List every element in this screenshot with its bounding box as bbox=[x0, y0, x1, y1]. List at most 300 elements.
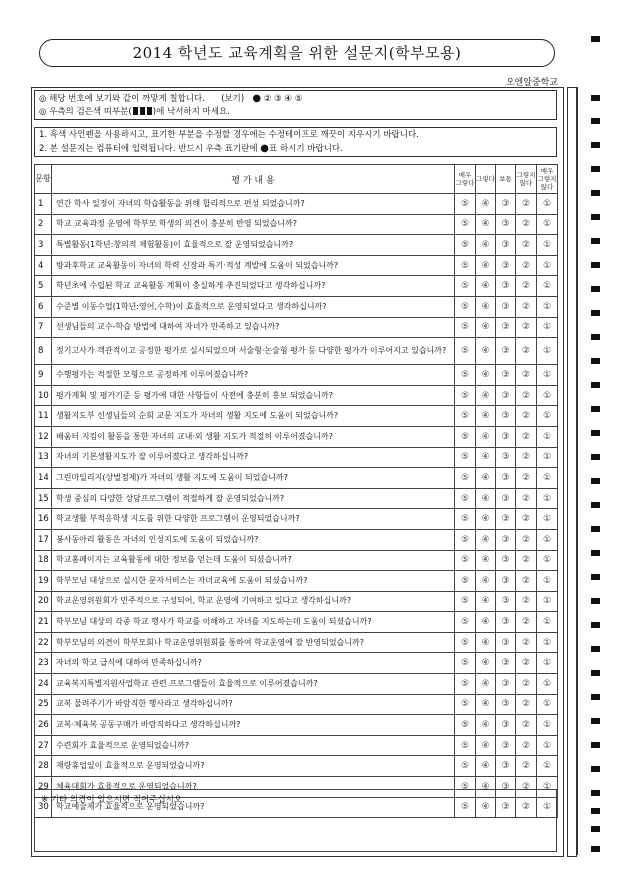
answer-bubble-3[interactable]: ③ bbox=[496, 591, 516, 612]
question-number: 12 bbox=[35, 426, 52, 447]
answer-bubble-4[interactable]: ④ bbox=[476, 296, 496, 317]
answer-bubble-2[interactable]: ② bbox=[516, 468, 537, 489]
answer-bubble-5[interactable]: ⑤ bbox=[455, 338, 476, 365]
question-text: 방과후학교 교육활동이 자녀의 학력 신장과 특기·적성 계발에 도움이 되었습니까? bbox=[52, 255, 455, 276]
answer-bubble-2[interactable]: ② bbox=[516, 406, 537, 427]
answer-bubble-3[interactable]: ③ bbox=[496, 385, 516, 406]
answer-bubble-2[interactable]: ② bbox=[516, 338, 537, 365]
answer-bubble-3[interactable]: ③ bbox=[496, 529, 516, 550]
notes-box bbox=[34, 127, 557, 157]
header-option-5: 매우 그렇다 bbox=[455, 165, 476, 194]
answer-bubble-4[interactable]: ④ bbox=[476, 235, 496, 256]
question-text: 특별활동(1학년:창의적 체험활동)이 효율적으로 잘 운영되었습니까? bbox=[52, 235, 455, 256]
timing-mark bbox=[591, 846, 600, 852]
filled-circle-icon: ● bbox=[252, 93, 262, 104]
answer-bubble-5[interactable]: ⑤ bbox=[455, 571, 476, 592]
answer-bubble-5[interactable]: ⑤ bbox=[455, 214, 476, 235]
answer-bubble-4[interactable]: ④ bbox=[476, 674, 496, 695]
header-num: 문항 bbox=[35, 165, 52, 194]
answer-bubble-1[interactable]: ① bbox=[537, 385, 558, 406]
answer-bubble-5[interactable]: ⑤ bbox=[455, 317, 476, 338]
scan-strip-line bbox=[577, 87, 578, 855]
answer-bubble-3[interactable]: ③ bbox=[496, 235, 516, 256]
question-row bbox=[35, 653, 558, 674]
question-number: 16 bbox=[35, 509, 52, 530]
answer-bubble-5[interactable]: ⑤ bbox=[455, 276, 476, 297]
answer-bubble-2[interactable]: ② bbox=[516, 255, 537, 276]
answer-bubble-1[interactable]: ① bbox=[537, 365, 558, 386]
question-row bbox=[35, 735, 558, 756]
answer-bubble-1[interactable]: ① bbox=[537, 550, 558, 571]
answer-bubble-2[interactable]: ② bbox=[516, 365, 537, 386]
answer-bubble-5[interactable]: ⑤ bbox=[455, 406, 476, 427]
answer-bubble-4[interactable]: ④ bbox=[476, 385, 496, 406]
question-number: 28 bbox=[35, 756, 52, 777]
answer-bubble-2[interactable]: ② bbox=[516, 694, 537, 715]
question-text: 정기고사가 객관적이고 공정한 평가로 실시되었으며 서술형·논술형 평가 등 다양한 평가가 이루어지고 있습니까? bbox=[52, 338, 455, 365]
answer-bubble-2[interactable]: ② bbox=[516, 715, 537, 736]
answer-bubble-3[interactable]: ③ bbox=[496, 488, 516, 509]
school-name: 오엔알중학교 bbox=[505, 78, 558, 88]
survey-table bbox=[34, 164, 558, 818]
question-number: 19 bbox=[35, 571, 52, 592]
question-row bbox=[35, 276, 558, 297]
answer-bubble-1[interactable]: ① bbox=[537, 317, 558, 338]
answer-bubble-1[interactable]: ① bbox=[537, 338, 558, 365]
timing-mark bbox=[591, 790, 600, 796]
answer-bubble-5[interactable]: ⑤ bbox=[455, 715, 476, 736]
answer-bubble-4[interactable]: ④ bbox=[476, 632, 496, 653]
table-header bbox=[35, 165, 558, 194]
answer-bubble-4[interactable]: ④ bbox=[476, 756, 496, 777]
answer-bubble-3[interactable]: ③ bbox=[496, 255, 516, 276]
answer-bubble-4[interactable]: ④ bbox=[476, 214, 496, 235]
timing-mark bbox=[591, 310, 600, 316]
question-row bbox=[35, 194, 558, 215]
instruction-text-2a: ◎ 우측의 검은색 띠부분( bbox=[39, 107, 132, 117]
timing-mark bbox=[591, 214, 600, 220]
answer-bubble-1[interactable]: ① bbox=[537, 735, 558, 756]
answer-bubble-2[interactable]: ② bbox=[516, 612, 537, 633]
answer-bubble-1[interactable]: ① bbox=[537, 447, 558, 468]
scan-strip bbox=[567, 87, 577, 857]
question-row bbox=[35, 338, 558, 365]
answer-bubble-4[interactable]: ④ bbox=[476, 612, 496, 633]
question-row bbox=[35, 235, 558, 256]
question-row bbox=[35, 571, 558, 592]
answer-bubble-3[interactable]: ③ bbox=[496, 777, 516, 798]
comment-label: ※ 기타 의견이 있으시면 적어주십시오. bbox=[41, 795, 185, 805]
answer-bubble-4[interactable]: ④ bbox=[476, 715, 496, 736]
answer-bubble-3[interactable]: ③ bbox=[496, 653, 516, 674]
timing-mark bbox=[591, 598, 600, 604]
question-text: 생활지도부 선생님들의 순회 교문 지도가 자녀의 생활 지도에 도움이 되었습니까? bbox=[52, 406, 455, 427]
question-number: 11 bbox=[35, 406, 52, 427]
timing-mark bbox=[591, 808, 600, 814]
answer-bubble-5[interactable]: ⑤ bbox=[455, 488, 476, 509]
question-row bbox=[35, 674, 558, 695]
question-text: 체육대회가 효율적으로 운영되었습니까? bbox=[52, 777, 455, 798]
answer-bubble-4[interactable]: ④ bbox=[476, 488, 496, 509]
timing-mark bbox=[591, 142, 600, 148]
answer-bubble-3[interactable]: ③ bbox=[496, 571, 516, 592]
answer-bubble-5[interactable]: ⑤ bbox=[455, 255, 476, 276]
question-number: 7 bbox=[35, 317, 52, 338]
timing-mark bbox=[591, 574, 600, 580]
answer-bubble-2[interactable]: ② bbox=[516, 426, 537, 447]
question-text: 학부모님 대상으로 실시한 문자서비스는 자녀교육에 도움이 되셨습니까? bbox=[52, 571, 455, 592]
answer-bubble-1[interactable]: ① bbox=[537, 715, 558, 736]
note-1: 1. 흑색 사인펜을 사용하시고, 표기한 부분을 수정할 경우에는 수정테이프로 깨끗이 지우시기 바랍니다. bbox=[39, 130, 419, 140]
question-row bbox=[35, 317, 558, 338]
answer-bubble-2[interactable]: ② bbox=[516, 235, 537, 256]
answer-bubble-3[interactable]: ③ bbox=[496, 447, 516, 468]
header-option-1: 매우 그렇지 않다 bbox=[537, 165, 558, 194]
answer-bubble-1[interactable]: ① bbox=[537, 756, 558, 777]
answer-bubble-1[interactable]: ① bbox=[537, 194, 558, 215]
answer-bubble-4[interactable]: ④ bbox=[476, 529, 496, 550]
question-text: 수준별 이동수업(1학년:영어,수학)이 효율적으로 운영되었다고 생각하십니까? bbox=[52, 296, 455, 317]
answer-bubble-4[interactable]: ④ bbox=[476, 653, 496, 674]
question-number: 17 bbox=[35, 529, 52, 550]
answer-bubble-3[interactable]: ③ bbox=[496, 674, 516, 695]
question-text: 학부모님의 의견이 학부모회나 학교운영위원회를 통하여 학교운영에 잘 반영되었습니까? bbox=[52, 632, 455, 653]
answer-bubble-2[interactable]: ② bbox=[516, 550, 537, 571]
answer-bubble-1[interactable]: ① bbox=[537, 509, 558, 530]
timing-mark bbox=[591, 238, 600, 244]
answer-bubble-3[interactable]: ③ bbox=[496, 756, 516, 777]
answer-bubble-3[interactable]: ③ bbox=[496, 550, 516, 571]
example-marks: ② ③ ④ ⑤ bbox=[263, 94, 303, 104]
timing-mark bbox=[591, 670, 600, 676]
answer-bubble-3[interactable]: ③ bbox=[496, 735, 516, 756]
answer-bubble-5[interactable]: ⑤ bbox=[455, 674, 476, 695]
timing-mark bbox=[591, 454, 600, 460]
answer-bubble-2[interactable]: ② bbox=[516, 529, 537, 550]
answer-bubble-2[interactable]: ② bbox=[516, 447, 537, 468]
timing-mark bbox=[591, 622, 600, 628]
answer-bubble-4[interactable]: ④ bbox=[476, 426, 496, 447]
answer-bubble-2[interactable]: ② bbox=[516, 214, 537, 235]
answer-bubble-3[interactable]: ③ bbox=[496, 715, 516, 736]
question-text: 평가계획 및 평가기준 등 평가에 대한 사항들이 사전에 충분히 홍보 되었습니까? bbox=[52, 385, 455, 406]
question-text: 교복 물려주기가 바람직한 행사라고 생각하십니까? bbox=[52, 694, 455, 715]
answer-bubble-1[interactable]: ① bbox=[537, 694, 558, 715]
answer-bubble-4[interactable]: ④ bbox=[476, 365, 496, 386]
answer-bubble-4[interactable]: ④ bbox=[476, 447, 496, 468]
answer-bubble-2[interactable]: ② bbox=[516, 674, 537, 695]
timing-mark bbox=[591, 190, 600, 196]
comment-box[interactable] bbox=[34, 789, 557, 852]
answer-bubble-3[interactable]: ③ bbox=[496, 797, 516, 818]
answer-bubble-5[interactable]: ⑤ bbox=[455, 235, 476, 256]
answer-bubble-1[interactable]: ① bbox=[537, 797, 558, 818]
question-number: 13 bbox=[35, 447, 52, 468]
instruction-text-2b: )에 낙서하지 마세요. bbox=[152, 107, 230, 117]
answer-bubble-1[interactable]: ① bbox=[537, 674, 558, 695]
question-number: 3 bbox=[35, 235, 52, 256]
answer-bubble-1[interactable]: ① bbox=[537, 296, 558, 317]
timing-mark bbox=[591, 382, 600, 388]
timing-mark bbox=[591, 262, 600, 268]
answer-bubble-5[interactable]: ⑤ bbox=[455, 365, 476, 386]
timing-mark bbox=[591, 406, 600, 412]
answer-bubble-2[interactable]: ② bbox=[516, 317, 537, 338]
question-number: 2 bbox=[35, 214, 52, 235]
answer-bubble-2[interactable]: ② bbox=[516, 756, 537, 777]
question-number: 6 bbox=[35, 296, 52, 317]
answer-bubble-3[interactable]: ③ bbox=[496, 632, 516, 653]
answer-bubble-1[interactable]: ① bbox=[537, 276, 558, 297]
answer-bubble-4[interactable]: ④ bbox=[476, 777, 496, 798]
timing-mark bbox=[591, 550, 600, 556]
timing-mark bbox=[591, 766, 600, 772]
answer-bubble-4[interactable]: ④ bbox=[476, 591, 496, 612]
answer-bubble-1[interactable]: ① bbox=[537, 255, 558, 276]
timing-mark bbox=[591, 286, 600, 292]
answer-bubble-5[interactable]: ⑤ bbox=[455, 694, 476, 715]
answer-bubble-5[interactable]: ⑤ bbox=[455, 756, 476, 777]
answer-bubble-5[interactable]: ⑤ bbox=[455, 468, 476, 489]
answer-bubble-2[interactable]: ② bbox=[516, 591, 537, 612]
timing-mark bbox=[591, 694, 600, 700]
instruction-text-1: ◎ 해당 번호에 보기와 같이 까맣게 칠합니다. bbox=[39, 94, 205, 104]
answer-bubble-5[interactable]: ⑤ bbox=[455, 529, 476, 550]
example-label: (보기) bbox=[221, 94, 245, 104]
timing-mark bbox=[591, 478, 600, 484]
answer-bubble-1[interactable]: ① bbox=[537, 235, 558, 256]
answer-bubble-5[interactable]: ⑤ bbox=[455, 550, 476, 571]
answer-bubble-4[interactable]: ④ bbox=[476, 735, 496, 756]
instruction-line-2 bbox=[39, 106, 552, 119]
question-text: 자녀의 기본생활지도가 잘 이루어졌다고 생각하십니까? bbox=[52, 447, 455, 468]
answer-bubble-2[interactable]: ② bbox=[516, 571, 537, 592]
answer-bubble-2[interactable]: ② bbox=[516, 632, 537, 653]
question-text: 교육복지특별지원사업학교 관련 프로그램들이 효율적으로 이루어졌습니까? bbox=[52, 674, 455, 695]
question-number: 23 bbox=[35, 653, 52, 674]
answer-bubble-3[interactable]: ③ bbox=[496, 426, 516, 447]
answer-bubble-5[interactable]: ⑤ bbox=[455, 426, 476, 447]
timing-mark bbox=[591, 334, 600, 340]
question-number: 10 bbox=[35, 385, 52, 406]
question-number: 18 bbox=[35, 550, 52, 571]
header-option-3: 보통 bbox=[496, 165, 516, 194]
black-band-icon bbox=[133, 107, 138, 115]
timing-mark bbox=[591, 166, 600, 172]
answer-bubble-4[interactable]: ④ bbox=[476, 571, 496, 592]
question-number: 25 bbox=[35, 694, 52, 715]
question-row bbox=[35, 488, 558, 509]
answer-bubble-2[interactable]: ② bbox=[516, 735, 537, 756]
answer-bubble-2[interactable]: ② bbox=[516, 797, 537, 818]
question-number: 27 bbox=[35, 735, 52, 756]
question-number: 4 bbox=[35, 255, 52, 276]
question-number: 26 bbox=[35, 715, 52, 736]
answer-bubble-2[interactable]: ② bbox=[516, 194, 537, 215]
question-text: 학년초에 수립된 학교 교육활동 계획이 충실하게 추진되었다고 생각하십니까? bbox=[52, 276, 455, 297]
answer-bubble-2[interactable]: ② bbox=[516, 777, 537, 798]
timing-mark bbox=[591, 502, 600, 508]
answer-bubble-3[interactable]: ③ bbox=[496, 214, 516, 235]
question-number: 9 bbox=[35, 365, 52, 386]
question-row bbox=[35, 447, 558, 468]
answer-bubble-4[interactable]: ④ bbox=[476, 255, 496, 276]
question-text: 학교예술제가 효율적으로 운영되었습니까? bbox=[52, 797, 455, 818]
question-row bbox=[35, 296, 558, 317]
answer-bubble-4[interactable]: ④ bbox=[476, 406, 496, 427]
question-text: 그린마일리지(상벌점제)가 자녀의 생활 지도에 도움이 되었습니까? bbox=[52, 468, 455, 489]
question-text: 교복·체육복 공동구매가 바람직하다고 생각하십니까? bbox=[52, 715, 455, 736]
question-row bbox=[35, 385, 558, 406]
answer-bubble-1[interactable]: ① bbox=[537, 406, 558, 427]
question-text: 학생 중심의 다양한 상담프로그램이 적절하게 잘 운영되었습니까? bbox=[52, 488, 455, 509]
question-text: 봉사동아리 활동은 자녀의 인성지도에 도움이 되었습니까? bbox=[52, 529, 455, 550]
answer-bubble-5[interactable]: ⑤ bbox=[455, 194, 476, 215]
answer-bubble-1[interactable]: ① bbox=[537, 591, 558, 612]
answer-bubble-2[interactable]: ② bbox=[516, 488, 537, 509]
question-number: 22 bbox=[35, 632, 52, 653]
question-number: 24 bbox=[35, 674, 52, 695]
timing-mark bbox=[591, 526, 600, 532]
question-text: 배움터 지킴이 활동을 통한 자녀의 교내·외 생활 지도가 적절히 이루어졌습니까? bbox=[52, 426, 455, 447]
answer-bubble-2[interactable]: ② bbox=[516, 509, 537, 530]
answer-bubble-2[interactable]: ② bbox=[516, 385, 537, 406]
answer-bubble-3[interactable]: ③ bbox=[496, 612, 516, 633]
answer-bubble-4[interactable]: ④ bbox=[476, 797, 496, 818]
question-number: 20 bbox=[35, 591, 52, 612]
answer-bubble-1[interactable]: ① bbox=[537, 612, 558, 633]
answer-bubble-5[interactable]: ⑤ bbox=[455, 296, 476, 317]
question-number: 29 bbox=[35, 777, 52, 798]
question-row bbox=[35, 406, 558, 427]
question-text: 선생님들의 교수-학습 방법에 대하여 자녀가 만족하고 있습니까? bbox=[52, 317, 455, 338]
timing-mark bbox=[591, 36, 600, 42]
answer-bubble-5[interactable]: ⑤ bbox=[455, 612, 476, 633]
question-row bbox=[35, 715, 558, 736]
answer-bubble-4[interactable]: ④ bbox=[476, 550, 496, 571]
question-number: 30 bbox=[35, 797, 52, 818]
answer-bubble-1[interactable]: ① bbox=[537, 632, 558, 653]
answer-bubble-3[interactable]: ③ bbox=[496, 194, 516, 215]
answer-bubble-1[interactable]: ① bbox=[537, 468, 558, 489]
question-number: 1 bbox=[35, 194, 52, 215]
question-number: 8 bbox=[35, 338, 52, 365]
answer-bubble-5[interactable]: ⑤ bbox=[455, 735, 476, 756]
timing-mark bbox=[591, 95, 600, 101]
black-band-icon bbox=[147, 107, 152, 115]
answer-bubble-4[interactable]: ④ bbox=[476, 694, 496, 715]
answer-bubble-5[interactable]: ⑤ bbox=[455, 632, 476, 653]
answer-bubble-3[interactable]: ③ bbox=[496, 406, 516, 427]
answer-bubble-3[interactable]: ③ bbox=[496, 317, 516, 338]
answer-bubble-3[interactable]: ③ bbox=[496, 509, 516, 530]
answer-bubble-5[interactable]: ⑤ bbox=[455, 447, 476, 468]
question-number: 14 bbox=[35, 468, 52, 489]
question-row bbox=[35, 529, 558, 550]
question-text: 자녀의 학교 급식에 대하여 만족하십니까? bbox=[52, 653, 455, 674]
question-row bbox=[35, 509, 558, 530]
question-text: 학교운영위원회가 민주적으로 구성되어, 학교 운영에 기여하고 있다고 생각하십니까? bbox=[52, 591, 455, 612]
answer-bubble-4[interactable]: ④ bbox=[476, 194, 496, 215]
question-row bbox=[35, 756, 558, 777]
answer-bubble-1[interactable]: ① bbox=[537, 529, 558, 550]
header-option-4: 그렇다 bbox=[476, 165, 496, 194]
question-row bbox=[35, 612, 558, 633]
question-row bbox=[35, 550, 558, 571]
black-band-icon bbox=[140, 107, 145, 115]
answer-bubble-1[interactable]: ① bbox=[537, 426, 558, 447]
question-number: 5 bbox=[35, 276, 52, 297]
question-text: 학교 교육과정 운영에 학부모 학생의 의견이 충분히 반영 되었습니까? bbox=[52, 214, 455, 235]
question-row bbox=[35, 694, 558, 715]
answer-bubble-5[interactable]: ⑤ bbox=[455, 509, 476, 530]
answer-bubble-2[interactable]: ② bbox=[516, 653, 537, 674]
question-row bbox=[35, 632, 558, 653]
answer-bubble-3[interactable]: ③ bbox=[496, 296, 516, 317]
answer-bubble-4[interactable]: ④ bbox=[476, 509, 496, 530]
question-text: 수련회가 효율적으로 운영되었습니까? bbox=[52, 735, 455, 756]
answer-bubble-1[interactable]: ① bbox=[537, 488, 558, 509]
header-content: 평 가 내 용 bbox=[52, 165, 455, 194]
answer-bubble-3[interactable]: ③ bbox=[496, 468, 516, 489]
header-option-2: 그렇지 않다 bbox=[516, 165, 537, 194]
question-row bbox=[35, 255, 558, 276]
answer-bubble-5[interactable]: ⑤ bbox=[455, 797, 476, 818]
answer-bubble-2[interactable]: ② bbox=[516, 296, 537, 317]
question-text: 학교홈페이지는 교육활동에 대한 정보를 얻는데 도움이 되셨습니까? bbox=[52, 550, 455, 571]
answer-bubble-1[interactable]: ① bbox=[537, 214, 558, 235]
question-text: 연간 학사 일정이 자녀의 학습활동을 위해 합리적으로 편성 되었습니까? bbox=[52, 194, 455, 215]
timing-mark bbox=[591, 358, 600, 364]
question-number: 15 bbox=[35, 488, 52, 509]
answer-bubble-4[interactable]: ④ bbox=[476, 468, 496, 489]
marking-instructions bbox=[34, 90, 557, 120]
question-number: 21 bbox=[35, 612, 52, 633]
answer-bubble-1[interactable]: ① bbox=[537, 571, 558, 592]
question-text: 수행평가는 적절한 모형으로 공정하게 이루어졌습니까? bbox=[52, 365, 455, 386]
timing-mark bbox=[591, 718, 600, 724]
filled-circle-icon: ● bbox=[260, 143, 270, 154]
answer-bubble-3[interactable]: ③ bbox=[496, 694, 516, 715]
survey-title: 2014 학년도 교육계획을 위한 설문지(학부모용) bbox=[39, 39, 555, 67]
answer-bubble-5[interactable]: ⑤ bbox=[455, 591, 476, 612]
answer-bubble-5[interactable]: ⑤ bbox=[455, 653, 476, 674]
timing-mark bbox=[591, 742, 600, 748]
question-row bbox=[35, 426, 558, 447]
answer-bubble-2[interactable]: ② bbox=[516, 276, 537, 297]
answer-bubble-5[interactable]: ⑤ bbox=[455, 777, 476, 798]
answer-bubble-3[interactable]: ③ bbox=[496, 338, 516, 365]
answer-bubble-4[interactable]: ④ bbox=[476, 317, 496, 338]
answer-bubble-1[interactable]: ① bbox=[537, 777, 558, 798]
question-text: 재량휴업일이 효율적으로 운영되었습니까? bbox=[52, 756, 455, 777]
question-text: 학부모님 대상의 각종 학교 행사가 학교를 이해하고 자녀를 지도하는데 도움이 되셨습니까? bbox=[52, 612, 455, 633]
answer-bubble-4[interactable]: ④ bbox=[476, 276, 496, 297]
answer-bubble-3[interactable]: ③ bbox=[496, 365, 516, 386]
question-row bbox=[35, 214, 558, 235]
answer-bubble-4[interactable]: ④ bbox=[476, 338, 496, 365]
instruction-line-1 bbox=[39, 92, 552, 106]
answer-bubble-5[interactable]: ⑤ bbox=[455, 385, 476, 406]
question-text: 학교생활 부적응학생 지도를 위한 다양한 프로그램이 운영되었습니까? bbox=[52, 509, 455, 530]
answer-bubble-1[interactable]: ① bbox=[537, 653, 558, 674]
note-2: 2. 본 설문지는 컴퓨터에 입력됩니다. 반드시 우측 표기란에 ●표 하시기 바랍니다. bbox=[39, 143, 343, 154]
answer-bubble-3[interactable]: ③ bbox=[496, 276, 516, 297]
timing-mark bbox=[591, 826, 600, 832]
timing-mark bbox=[591, 430, 600, 436]
timing-mark bbox=[591, 118, 600, 124]
question-row bbox=[35, 365, 558, 386]
